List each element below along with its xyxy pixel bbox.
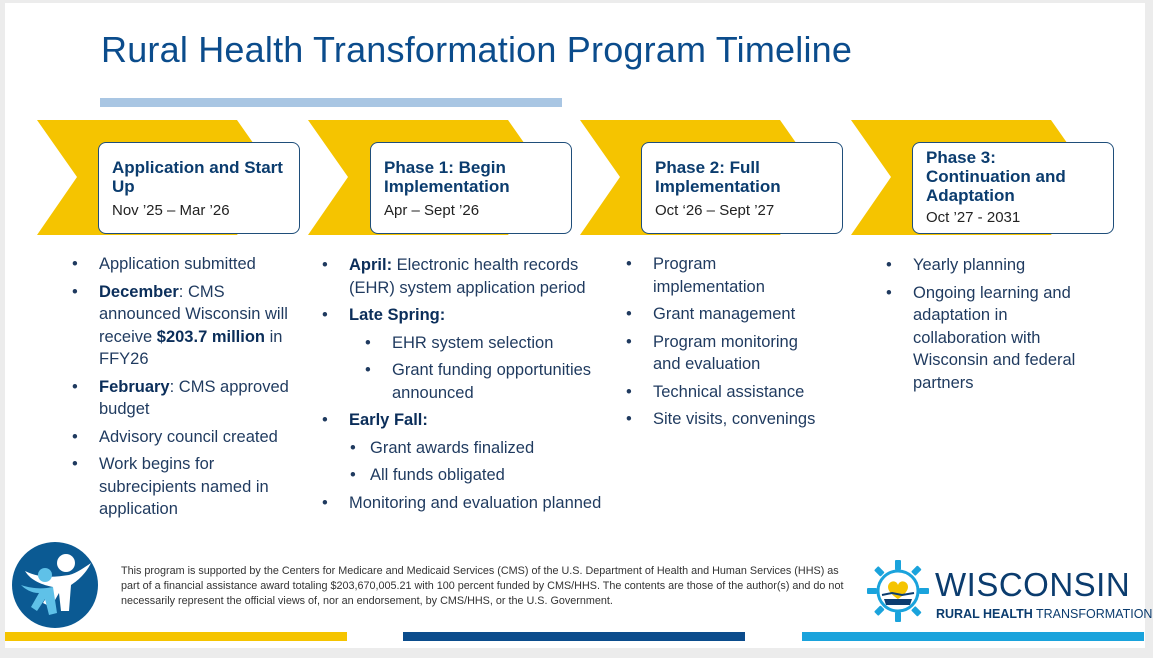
list-subitem: • EHR system selection <box>322 332 612 355</box>
list-item: • Work begins for subrecipients named in application <box>72 453 302 521</box>
phase-dates: Oct ’27 - 2031 <box>926 209 1021 226</box>
list-item: • Late Spring: <box>322 304 612 327</box>
list-item: • Program monitoring and evaluation <box>626 331 826 376</box>
list-subitem: • All funds obligated <box>322 464 612 487</box>
footer-bar-yellow <box>5 632 347 641</box>
phase-dates: Nov ’25 – Mar ’26 <box>112 202 230 219</box>
list-subitem: • Grant awards finalized <box>322 437 612 460</box>
list-item: • February: CMS approved budget <box>72 376 302 421</box>
list-item: • Grant management <box>626 303 826 326</box>
list-item: • Monitoring and evaluation planned <box>322 492 612 515</box>
phase-card-phase3 <box>912 142 1114 234</box>
phase-dates: Oct ‘26 – Sept ’27 <box>655 202 775 219</box>
list-item: • Technical assistance <box>626 381 826 404</box>
list-item: • December: CMS announced Wisconsin will receive $203.7 million in FFY26 <box>72 281 302 371</box>
logo-subtitle: RURAL HEALTH TRANSFORMATION <box>936 607 1153 621</box>
phase-card-phase1 <box>370 142 572 234</box>
footer-bar-blue <box>802 632 1144 641</box>
phase-card-phase2 <box>641 142 843 234</box>
list-item: • April: Electronic health records (EHR) system application period <box>322 254 612 299</box>
list-item: • Site visits, convenings <box>626 408 826 431</box>
phase-title: Application and Start Up <box>112 158 283 196</box>
list-item: • Program implementation <box>626 253 826 298</box>
footer-bar-navy <box>403 632 745 641</box>
list-item: • Advisory council created <box>72 426 302 449</box>
phase-card-application <box>98 142 300 234</box>
list-item: • Yearly planning <box>886 254 1101 277</box>
list-item: • Ongoing learning and adaptation in collaboration with Wisconsin and federal partners <box>886 282 1101 395</box>
column-phase3-list <box>886 254 1101 399</box>
list-item: • Early Fall: <box>322 409 612 432</box>
logo-wisconsin-text: WISCONSIN <box>935 566 1131 603</box>
column-phase2-list <box>626 253 826 436</box>
phase-title: Phase 2: Full Implementation <box>655 158 781 196</box>
list-subitem: • Grant funding opportunities announced <box>322 359 612 404</box>
phase-title: Phase 3: Continuation and Adaptation <box>926 148 1066 205</box>
dhs-logo-icon <box>11 541 99 629</box>
column-phase1-list <box>322 254 612 519</box>
page-title: Rural Health Transformation Program Timeline <box>101 29 853 70</box>
title-underline <box>100 98 562 107</box>
funding-disclaimer: This program is supported by the Centers for Medicare and Medicaid Services (CMS) of the U.S. Department of Health and Human Services (HHS) as part of a financial assistance award totaling $203,670,005.21 with 100 percent funded by CMS/HHS. The contents are those of the author(s) and do not necessarily represent the official views of, nor an endorsement, by CMS/HHS, or the U.S. Government. <box>121 565 844 608</box>
phase-dates: Apr – Sept ’26 <box>384 202 480 219</box>
list-item: • Application submitted <box>72 253 302 276</box>
column-application-list <box>72 253 302 526</box>
phase-title: Phase 1: Begin Implementation <box>384 158 510 196</box>
wisconsin-logo-icon <box>866 559 930 623</box>
